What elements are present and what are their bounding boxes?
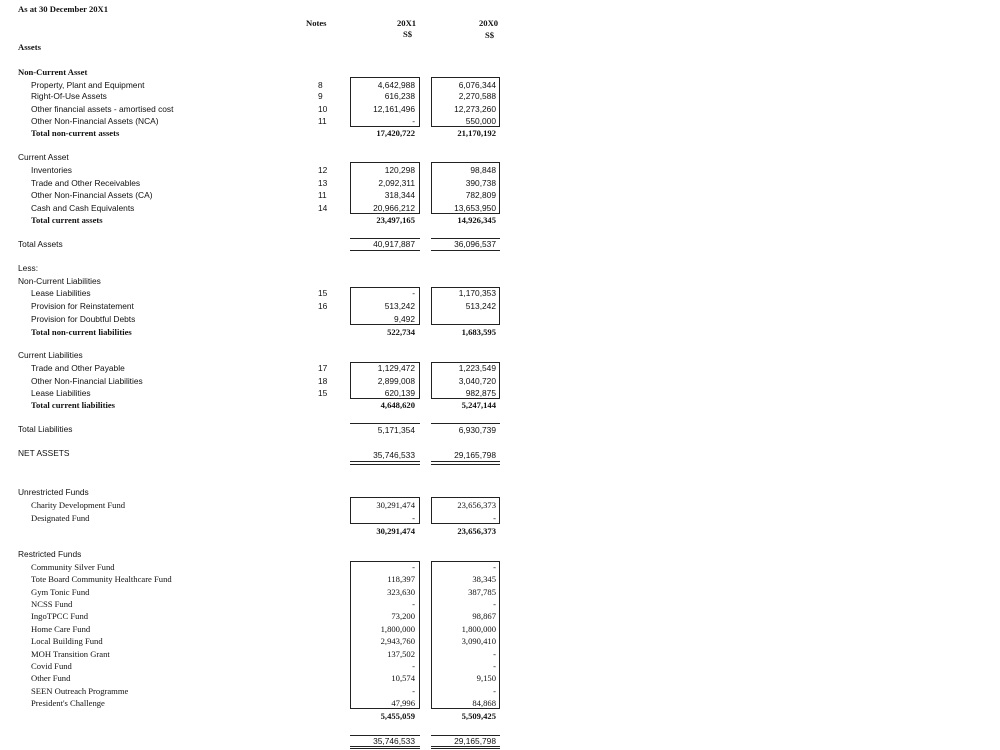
value-20x0: 390,738: [465, 177, 496, 188]
value-20x1: 4,648,620: [380, 399, 415, 410]
ca-box-20x1: [350, 162, 420, 214]
cl-box-20x0: [431, 362, 500, 399]
ca-box-20x0: [431, 162, 500, 214]
note-ref: 15: [318, 387, 328, 398]
value-20x0: 14,926,345: [457, 214, 496, 225]
value-20x0: -: [493, 660, 496, 671]
note-ref: 10: [318, 103, 328, 114]
line-item-label: Trade and Other Receivables: [31, 177, 141, 188]
value-20x1: 20,966,212: [373, 202, 415, 213]
value-20x1: 5,455,059: [380, 710, 415, 721]
nca-box-20x1: [350, 77, 420, 127]
total-liabilities-rule-20x1: [350, 423, 420, 424]
ncl-box-20x0: [431, 287, 500, 325]
line-item-label: Property, Plant and Equipment: [31, 79, 145, 90]
line-item-label: Provision for Reinstatement: [31, 300, 134, 311]
note-ref: 8: [318, 79, 323, 90]
unrestricted-box-20x0: [431, 497, 500, 524]
line-item-label: Tote Board Community Healthcare Fund: [31, 573, 172, 584]
value-20x1: 40,917,887: [373, 238, 415, 249]
total-liabilities-label: Total Liabilities: [18, 423, 73, 434]
line-item-label: NCSS Fund: [31, 598, 73, 609]
value-20x1: 2,899,008: [377, 375, 415, 386]
value-20x1: 2,943,760: [380, 635, 415, 646]
value-20x1: -: [412, 287, 415, 298]
total-assets-underline-20x0: [431, 250, 500, 251]
value-20x0: 3,090,410: [461, 635, 496, 646]
value-20x1: 4,642,988: [377, 79, 415, 90]
restricted-funds-heading: Restricted Funds: [18, 548, 82, 559]
value-20x0: 782,809: [465, 189, 496, 200]
value-20x1: 620,139: [384, 387, 415, 398]
line-item-label: Designated Fund: [31, 512, 90, 523]
line-item-label: SEEN Outreach Programme: [31, 685, 129, 696]
value-20x0: 13,653,950: [454, 202, 496, 213]
value-20x0: 6,076,344: [458, 79, 496, 90]
value-20x0: 982,875: [465, 387, 496, 398]
value-20x0: 1,800,000: [461, 623, 496, 634]
value-20x0: 1,223,549: [458, 362, 496, 373]
line-item-label: Other Non-Financial Assets (NCA): [31, 115, 159, 126]
note-ref: 11: [318, 189, 327, 200]
note-ref: 11: [318, 115, 327, 126]
value-20x1: 522,734: [387, 326, 415, 337]
value-20x1: -: [412, 660, 415, 671]
value-20x0: 387,785: [468, 586, 496, 597]
year-20x0-header: 20X0: [479, 17, 499, 28]
total-non-current-assets-label: Total non-current assets: [31, 127, 120, 138]
note-ref: 16: [318, 300, 328, 311]
value-20x1: 120,298: [384, 164, 415, 175]
line-item-label: Community Silver Fund: [31, 561, 115, 572]
value-20x0: 1,170,353: [458, 287, 496, 298]
note-ref: 12: [318, 164, 328, 175]
unit-20x0: S$: [485, 29, 495, 40]
note-ref: 18: [318, 375, 328, 386]
value-20x1: 137,502: [387, 648, 415, 659]
unrestricted-box-20x1: [350, 497, 420, 524]
value-20x1: 30,291,474: [376, 499, 415, 510]
value-20x0: 6,930,739: [458, 424, 496, 435]
value-20x0: 98,867: [472, 610, 496, 621]
value-20x1: 1,129,472: [377, 362, 415, 373]
line-item-label: President's Challenge: [31, 697, 105, 708]
line-item-label: Provision for Doubtful Debts: [31, 313, 136, 324]
net-assets-double-1-20x0: [431, 461, 500, 462]
value-20x0: 84,868: [472, 697, 496, 708]
value-20x1: 9,492: [394, 313, 415, 324]
line-item-label: Other Fund: [31, 672, 71, 683]
grand-total-double-2-20x1: [350, 748, 420, 749]
line-item-label: Inventories: [31, 164, 72, 175]
value-20x1: -: [412, 512, 415, 523]
year-20x1-header: 20X1: [397, 17, 417, 28]
line-item-label: IngoTPCC Fund: [31, 610, 89, 621]
value-20x0: -: [493, 648, 496, 659]
assets-heading: Assets: [18, 41, 41, 52]
ncl-box-20x1: [350, 287, 420, 325]
value-20x1: 23,497,165: [376, 214, 415, 225]
total-current-liabilities-label: Total current liabilities: [31, 399, 116, 410]
value-20x1: 12,161,496: [373, 103, 415, 114]
restricted-box-20x0: [431, 561, 500, 709]
value-20x1: 17,420,722: [376, 127, 415, 138]
line-item-label: Trade and Other Payable: [31, 362, 125, 373]
total-current-assets-label: Total current assets: [31, 214, 103, 225]
grand-total-double-1-20x0: [431, 746, 500, 747]
value-20x1: 2,092,311: [378, 177, 415, 188]
value-20x1: -: [412, 685, 415, 696]
value-20x1: 1,800,000: [380, 623, 415, 634]
value-20x0: 9,150: [476, 672, 496, 683]
net-assets-double-2-20x0: [431, 464, 500, 465]
line-item-label: Local Building Fund: [31, 635, 103, 646]
total-liabilities-rule-20x0: [431, 423, 500, 424]
line-item-label: Other Non-Financial Liabilities: [31, 375, 143, 386]
value-20x1: 30,291,474: [376, 525, 415, 536]
value-20x1: 10,574: [391, 672, 415, 683]
value-20x1: 513,242: [384, 300, 415, 311]
line-item-label: Gym Tonic Fund: [31, 586, 90, 597]
grand-total-rule-20x0: [431, 735, 500, 736]
value-20x1: 47,996: [391, 697, 415, 708]
value-20x0: 29,165,798: [454, 735, 496, 746]
value-20x0: 36,096,537: [454, 238, 496, 249]
net-assets-label: NET ASSETS: [18, 447, 70, 458]
value-20x0: 513,242: [465, 300, 496, 311]
less-label: Less:: [18, 262, 39, 273]
grand-total-rule-20x1: [350, 735, 420, 736]
non-current-liabilities-heading: Non-Current Liabilities: [18, 275, 101, 286]
value-20x0: 5,247,144: [461, 399, 496, 410]
nca-box-20x0: [431, 77, 500, 127]
note-ref: 15: [318, 287, 328, 298]
value-20x1: 5,171,354: [377, 424, 415, 435]
value-20x0: -: [493, 512, 496, 523]
value-20x0: 23,656,373: [457, 499, 496, 510]
line-item-label: Home Care Fund: [31, 623, 91, 634]
line-item-label: Other Non-Financial Assets (CA): [31, 189, 153, 200]
value-20x0: 29,165,798: [454, 449, 496, 460]
unrestricted-funds-heading: Unrestricted Funds: [18, 486, 89, 497]
value-20x0: 5,509,425: [461, 710, 496, 721]
value-20x0: 3,040,720: [458, 375, 496, 386]
line-item-label: Cash and Cash Equivalents: [31, 202, 135, 213]
note-ref: 14: [318, 202, 328, 213]
line-item-label: Lease Liabilities: [31, 387, 91, 398]
value-20x0: 550,000: [465, 115, 496, 126]
note-ref: 9: [318, 90, 323, 101]
unit-20x1: S$: [403, 28, 413, 39]
value-20x1: 35,746,533: [373, 735, 415, 746]
statement-date: As at 30 December 20X1: [18, 3, 109, 14]
value-20x1: -: [412, 561, 415, 572]
total-assets-underline-20x1: [350, 250, 420, 251]
non-current-assets-heading: Non-Current Asset: [18, 66, 88, 77]
line-item-label: Lease Liabilities: [31, 287, 91, 298]
value-20x0: 98,848: [470, 164, 496, 175]
value-20x0: 2,270,588: [458, 90, 496, 101]
cl-box-20x1: [350, 362, 420, 399]
value-20x0: -: [493, 561, 496, 572]
note-ref: 17: [318, 362, 328, 373]
value-20x1: 35,746,533: [373, 449, 415, 460]
line-item-label: Charity Development Fund: [31, 499, 126, 510]
value-20x0: 12,273,260: [454, 103, 496, 114]
net-assets-double-1-20x1: [350, 461, 420, 462]
value-20x1: -: [412, 598, 415, 609]
value-20x0: -: [493, 598, 496, 609]
value-20x1: 118,397: [387, 573, 415, 584]
total-assets-label: Total Assets: [18, 238, 63, 249]
notes-column-header: Notes: [306, 17, 327, 28]
value-20x0: 23,656,373: [457, 525, 496, 536]
restricted-box-20x1: [350, 561, 420, 709]
note-ref: 13: [318, 177, 328, 188]
value-20x0: 38,345: [472, 573, 496, 584]
value-20x1: -: [412, 115, 415, 126]
line-item-label: MOH Transition Grant: [31, 648, 110, 659]
value-20x0: 1,683,595: [461, 326, 496, 337]
current-assets-heading: Current Asset: [18, 151, 69, 162]
current-liabilities-heading: Current Liabilities: [18, 349, 83, 360]
grand-total-double-1-20x1: [350, 746, 420, 747]
total-non-current-liabilities-label: Total non-current liabilities: [31, 326, 132, 337]
line-item-label: Right-Of-Use Assets: [31, 90, 107, 101]
net-assets-double-2-20x1: [350, 464, 420, 465]
value-20x1: 318,344: [384, 189, 415, 200]
grand-total-double-2-20x0: [431, 748, 500, 749]
value-20x1: 616,238: [384, 90, 415, 101]
total-assets-rule-20x1: [350, 238, 420, 239]
value-20x0: 21,170,192: [457, 127, 496, 138]
total-assets-rule-20x0: [431, 238, 500, 239]
value-20x0: -: [493, 685, 496, 696]
line-item-label: Covid Fund: [31, 660, 72, 671]
line-item-label: Other financial assets - amortised cost: [31, 103, 174, 114]
value-20x1: 73,200: [391, 610, 415, 621]
value-20x1: 323,630: [387, 586, 415, 597]
